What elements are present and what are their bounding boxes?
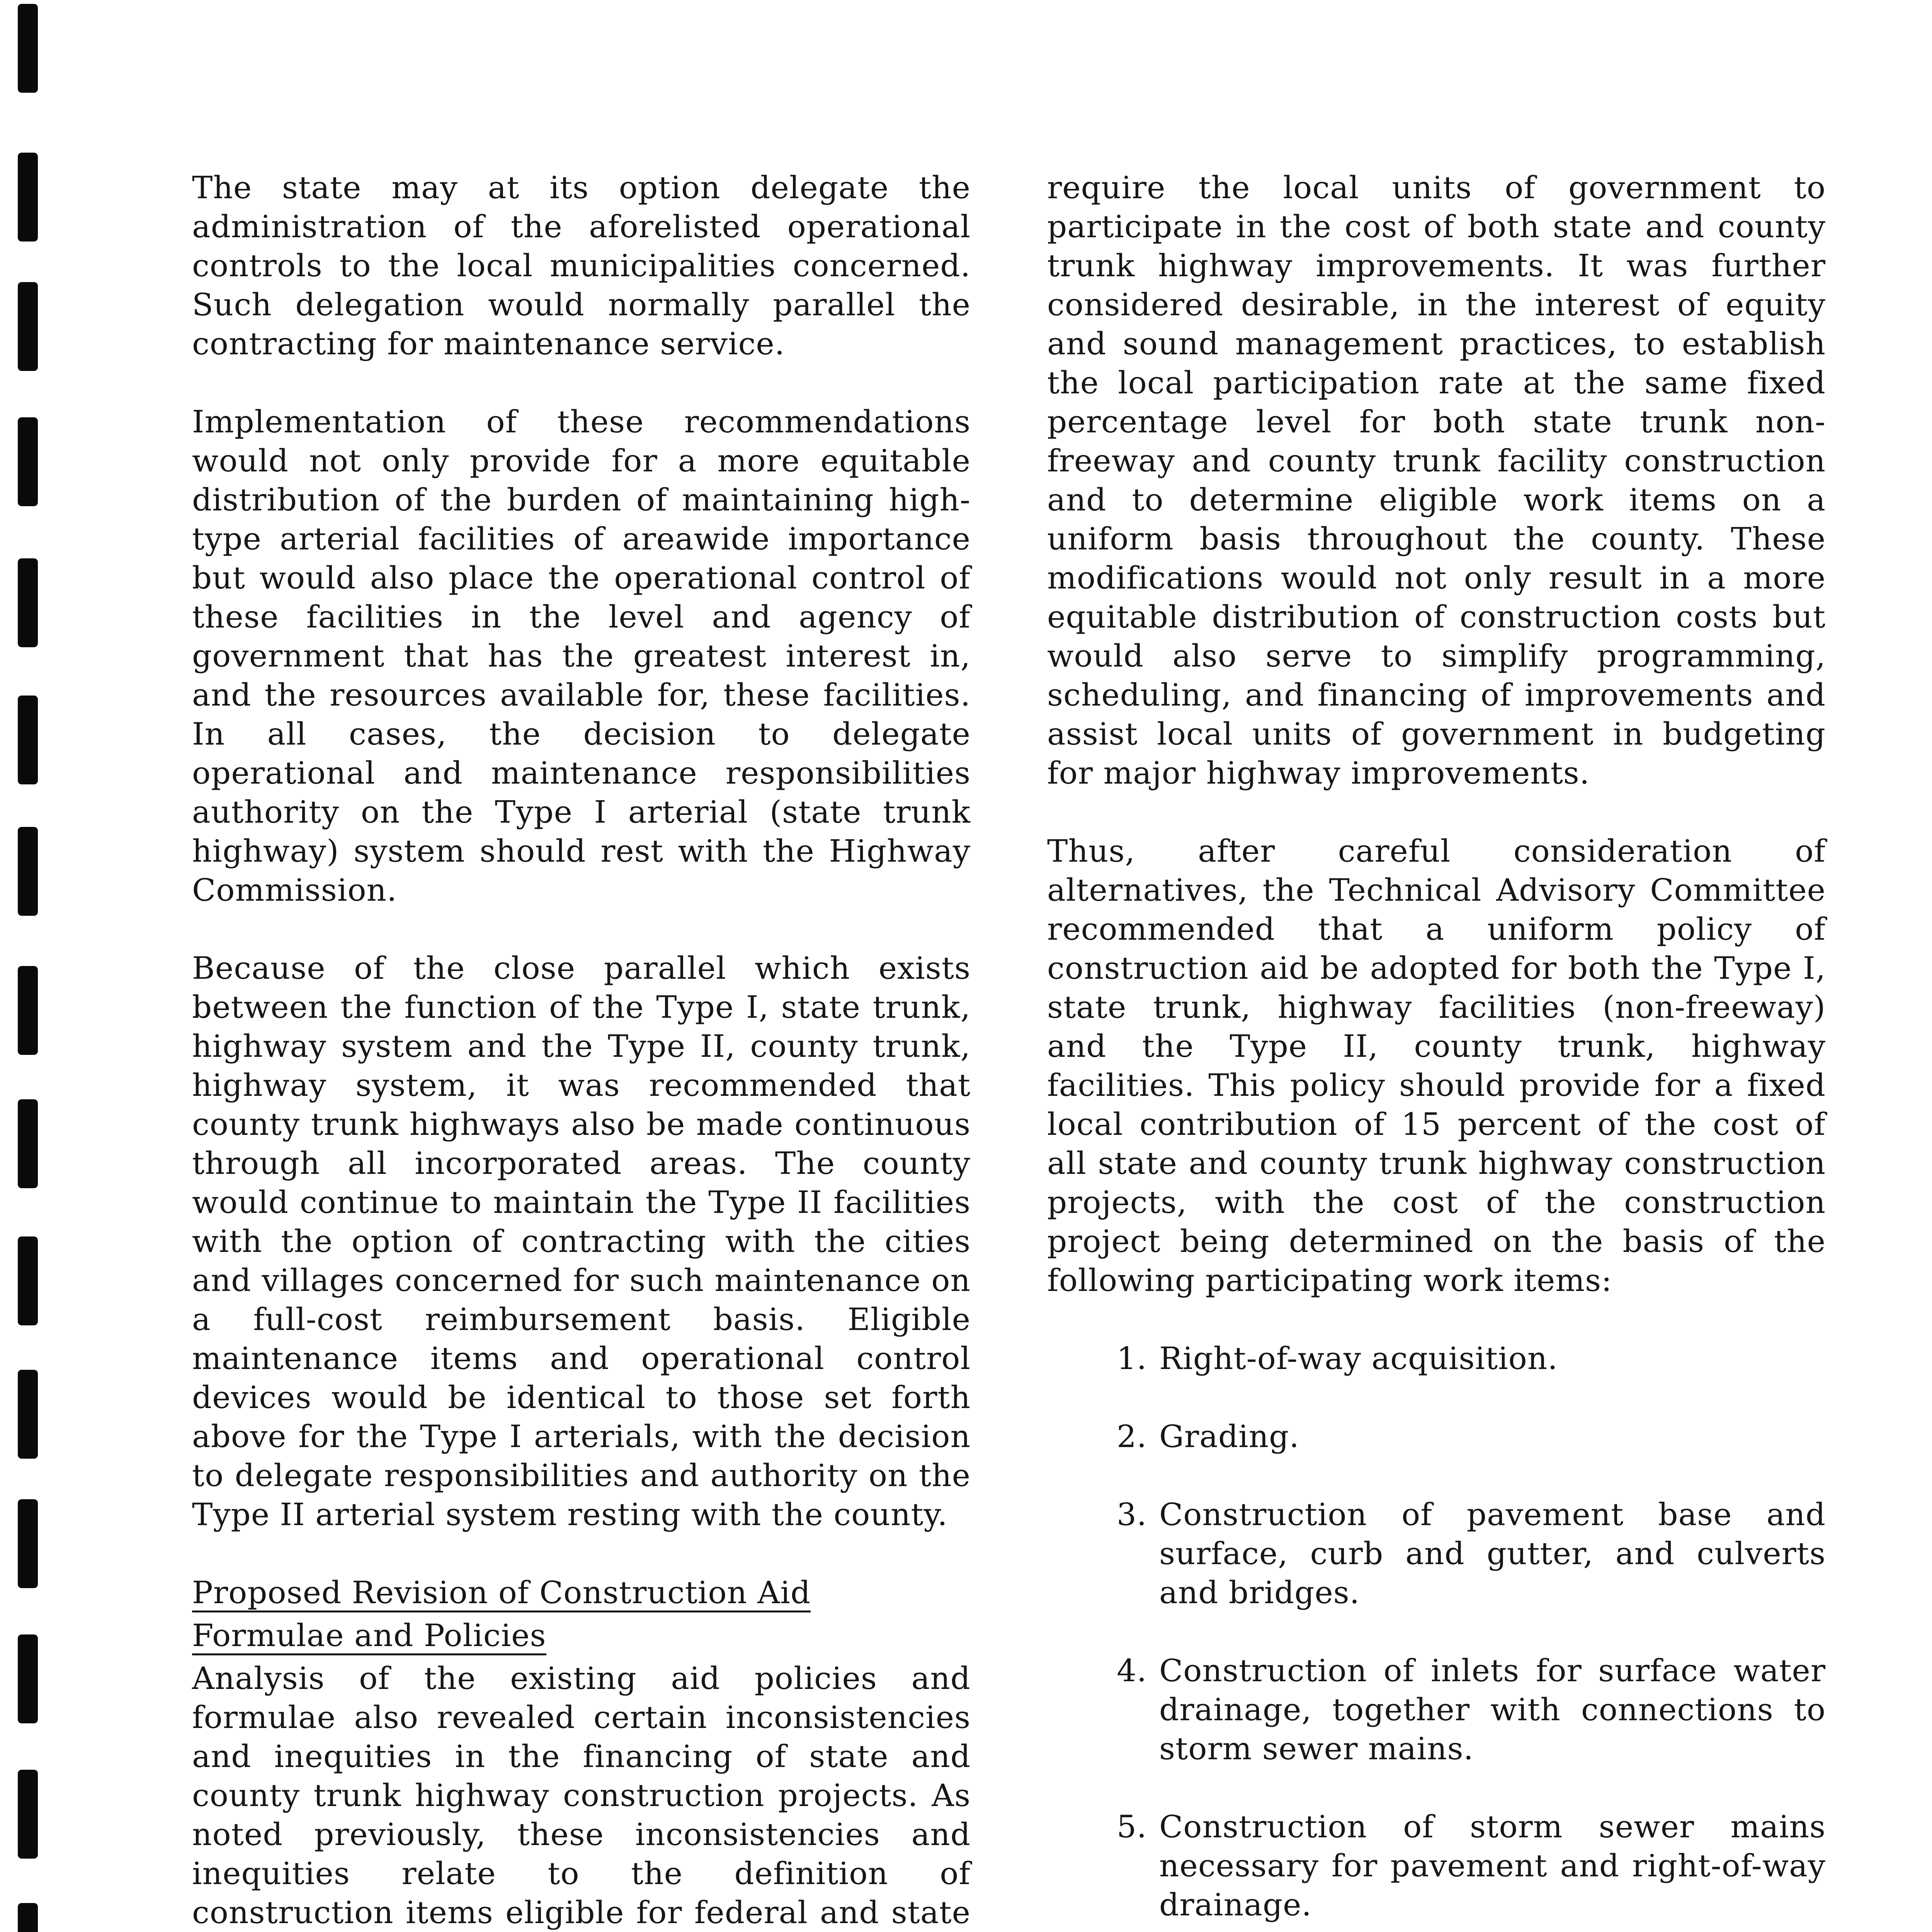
list-item-number: 3. (1117, 1497, 1147, 1532)
binder-mark (18, 1236, 38, 1325)
list-item-text: Right-of-way acquisition. (1159, 1340, 1558, 1376)
paragraph: The state may at its option delegate the administration of the aforelisted operational controls to the local municipalities concerned. Such delegation would normally parallel the contracting for maintenance service. (192, 170, 971, 362)
right-column (1047, 168, 1826, 1932)
list-item (1047, 1339, 1826, 1378)
left-column (192, 168, 971, 1932)
list-item-text: Construction of pavement base and surface, curb and gutter, and culverts and bridges. (1159, 1497, 1826, 1611)
list-item-text: Construction of storm sewer mains necessary for pavement and right-of-way drainage. (1159, 1809, 1826, 1923)
list-item-number: 5. (1117, 1809, 1147, 1845)
binder-mark (18, 4, 38, 93)
binder-mark (18, 1634, 38, 1723)
binder-mark (18, 282, 38, 371)
paragraph: Analysis of the existing aid policies and formulae also revealed certain inconsistencies and inequities in the financing of state and county trunk highway construction projects. As noted previously, these inconsistencies and inequities relate to the definition of construction items eligible for federal and state (192, 1660, 971, 1930)
list-item (1047, 1807, 1826, 1924)
list-item (1047, 1417, 1826, 1456)
work-items-list (1047, 1339, 1826, 1932)
section-heading-line: Proposed Revision of Construction Aid (192, 1575, 811, 1612)
binder-mark (18, 1370, 38, 1459)
binder-mark (18, 1903, 38, 1932)
paragraph: Because of the close parallel which exists between the function of the Type I, state trunk, highway system and the Type II, county trunk, highway system, it was recommended that county trunk highways also be made continuous through all incorporated areas. The county would continue to maintain the Type II facilities with the option of contracting with the cities and villages concerned for such maintenance on a full-cost reimbursement basis. Eligible maintenance items and operational control devices would be identical to those set forth above for the Type I arterials, with the decision to delegate responsibilities and authority on the Type II arterial system resting with the county. (192, 950, 971, 1532)
list-item-number: 2. (1117, 1418, 1147, 1454)
section-heading-line: Formulae and Policies (192, 1618, 546, 1655)
list-item (1047, 1651, 1826, 1768)
paragraph: require the local units of government to participate in the cost of both state and county trunk highway improvements. It was further considered desirable, in the interest of equity and sound management practices, to establish the local participation rate at the same fixed percentage level for both state trunk non-freeway and county trunk facility construction and to determine eligible work items on a uniform basis throughout the county. These modifications would not only result in a more equitable distribution of construction costs but would also serve to simplify programming, scheduling, and financing of improvements and assist local units of government in budgeting for major highway improvements. (1047, 170, 1826, 791)
list-item-number: 1. (1117, 1340, 1147, 1376)
list-item-text: Construction of inlets for surface water drainage, together with connections to storm sewer mains. (1159, 1653, 1826, 1767)
binder-mark (18, 153, 38, 242)
binder-mark (18, 696, 38, 784)
list-item-number: 4. (1117, 1653, 1147, 1689)
binder-mark (18, 1499, 38, 1588)
paragraph: Thus, after careful consideration of alternatives, the Technical Advisory Committee recommended that a uniform policy of construction aid be adopted for both the Type I, state trunk, highway facilities (non-freeway) and the Type II, county trunk, highway facilities. This policy should provide for a fixed local contribution of 15 percent of the cost of all state and county trunk highway construction projects, with the cost of the construction project being determined on the basis of the following participating work items: (1047, 833, 1826, 1298)
paragraph: Implementation of these recommendations would not only provide for a more equitable distribution of the burden of maintaining high-type arterial facilities of areawide importance but would also place the operational control of these facilities in the level and agency of government that has the greatest interest in, and the resources available for, these facilities. In all cases, the decision to delegate operational and maintenance responsibilities authority on the Type I arterial (state trunk highway) system should rest with the Highway Commission. (192, 404, 971, 908)
section-heading (192, 1573, 971, 1659)
binder-mark (18, 1099, 38, 1188)
binder-mark (18, 558, 38, 647)
list-item-text: Grading. (1159, 1418, 1299, 1454)
binder-mark (18, 1770, 38, 1859)
binder-mark (18, 827, 38, 916)
binder-mark (18, 417, 38, 506)
list-item (1047, 1495, 1826, 1612)
binder-mark (18, 966, 38, 1055)
